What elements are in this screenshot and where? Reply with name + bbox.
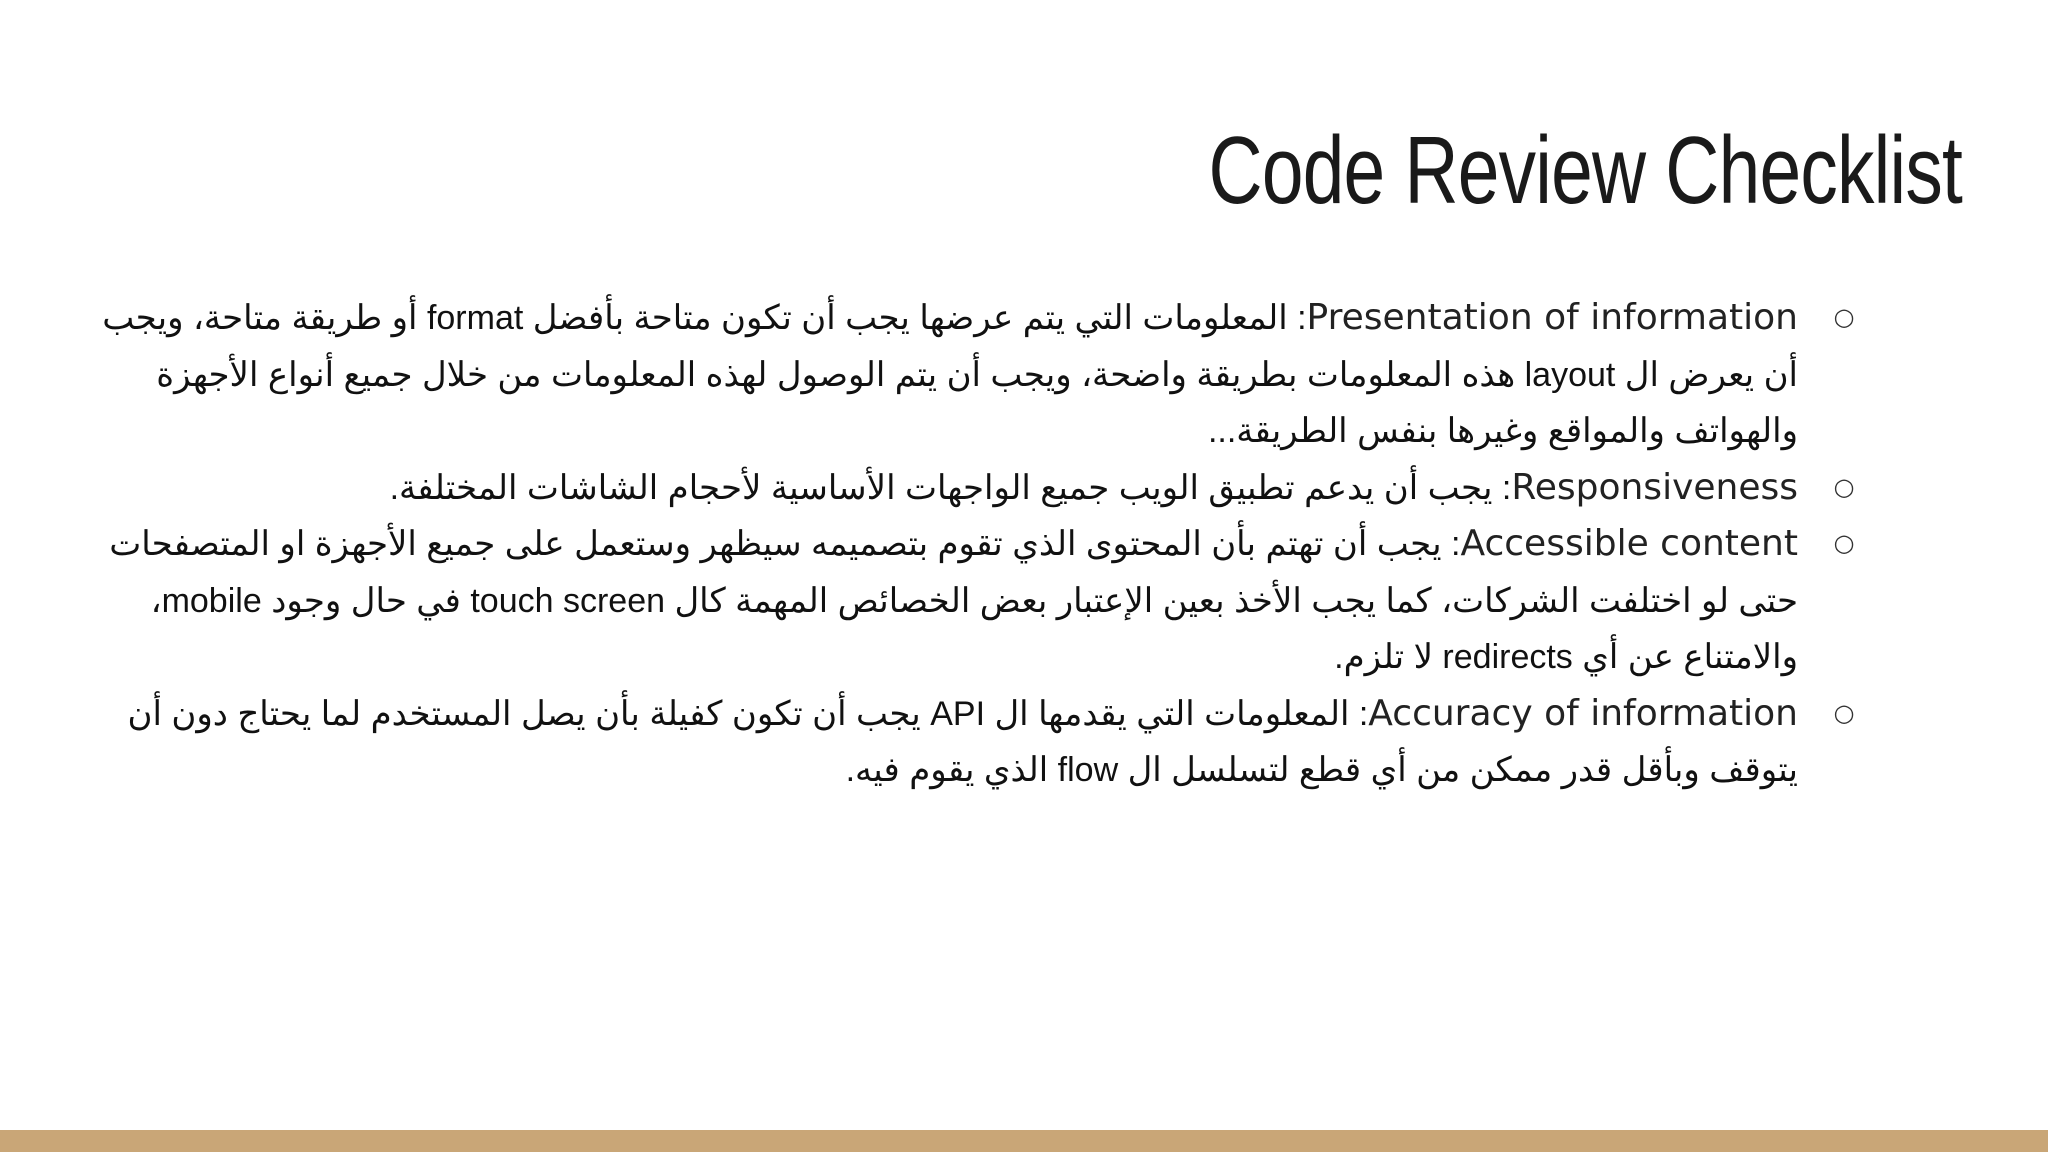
list-item — [90, 516, 1890, 686]
list-item — [90, 460, 1890, 517]
item-term: Responsiveness — [1511, 466, 1798, 508]
checklist — [90, 290, 1890, 799]
bullet-circle-icon: ○ — [1833, 529, 1855, 557]
list-item — [90, 290, 1890, 460]
list-item — [90, 686, 1890, 799]
bullet-circle-icon: ○ — [1833, 472, 1855, 501]
item-description: : يجب أن يدعم تطبيق الويب جميع الواجهات الأساسية لأحجام الشاشات المختلفة. — [389, 468, 1512, 507]
item-term: Accuracy of information — [1368, 692, 1798, 734]
bullet-circle-icon: ○ — [1833, 303, 1855, 331]
slide-title: Code Review Checklist — [1208, 117, 1962, 224]
item-description: : يجب أن تهتم بأن المحتوى الذي تقوم بتصميمه سيظهر وستعمل على جميع الأجهزة او المتصفحات حتى لو اختلفت الشركات، كما يجب الأخذ بعين الإعتبار بعض الخصائص المهمة كال touch screen في حال وجود mobile، والامتناع عن أي redirects لا تلزم. — [109, 525, 1798, 676]
item-term: Presentation of information — [1306, 297, 1798, 338]
item-term: Accessible content — [1460, 523, 1798, 564]
item-description: : المعلومات التي يتم عرضها يجب أن تكون متاحة بأفضل format أو طريقة متاحة، ويجب أن يعرض ال layout هذه المعلومات بطريقة واضحة، ويجب أن يتم الوصول لهذه المعلومات من خلال جميع أنواع الأجهزة والهواتف والمواقع وغيرها بنفس الطريقة... — [102, 299, 1798, 450]
footer-accent-bar — [0, 1130, 2048, 1152]
bullet-circle-icon: ○ — [1833, 698, 1855, 727]
item-description: : المعلومات التي يقدمها ال API يجب أن تكون كفيلة بأن يصل المستخدم لما يحتاج دون أن يتوقف وبأقل قدر ممكن من أي قطع لتسلسل ال flow الذي يقوم فيه. — [127, 694, 1798, 789]
